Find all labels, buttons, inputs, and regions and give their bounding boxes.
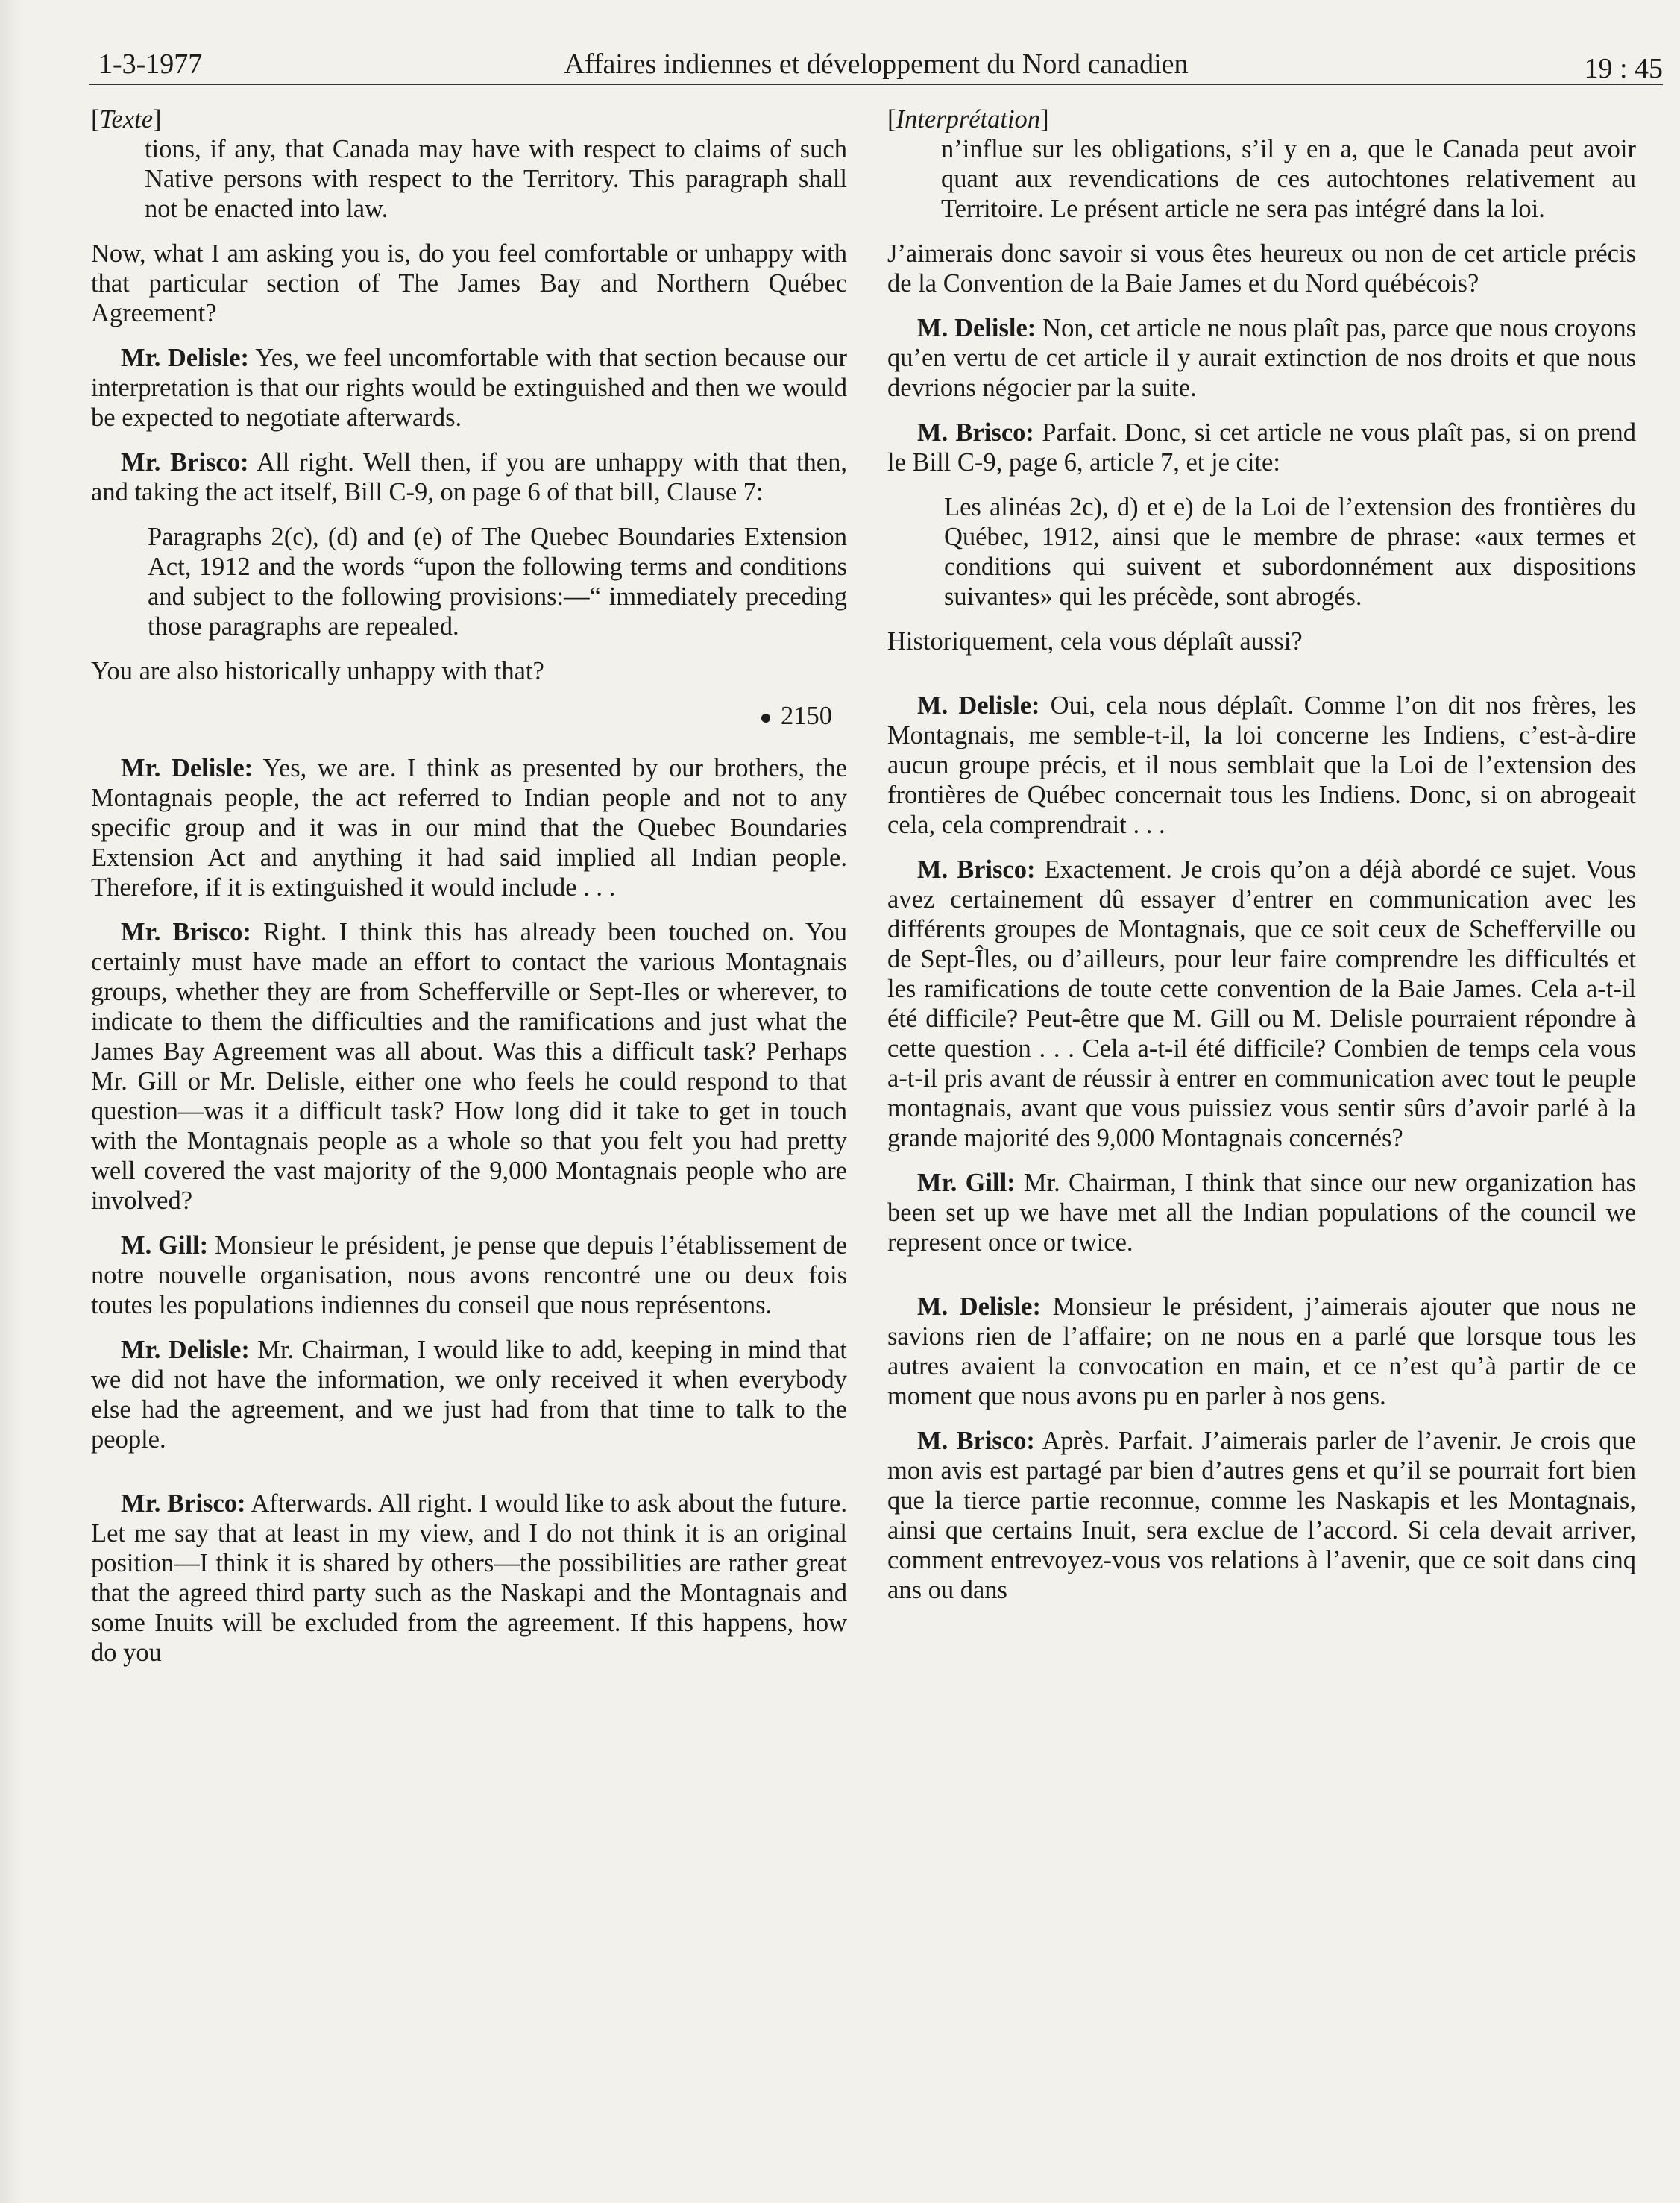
- paragraph: You are also historically unhappy with that?: [91, 657, 544, 685]
- speech: Mr. Delisle: Mr. Chairman, I would like to add, keeping in mind that we did not have the information, we only received it when everybody else had the agreement, and we just had from that time to talk to the people.: [91, 1336, 847, 1454]
- header-rule: [89, 84, 1663, 85]
- speech: M. Brisco: Exactement. Je crois qu’on a déjà abordé ce sujet. Vous avez certainement dû essayer d’entrer en communication avec les différents groupes de Montagnais, que ce soit ceux de Schefferville ou de Sept-Îles, ou d’ailleurs, pour leur faire comprendre les difficultés et les ramifications de toute cette convention de la Baie James. Cela a-t-il été difficile? Peut-être que M. Gill ou M. Delisle pourraient répondre à cette question . . . Cela a-t-il été difficile? Combien de temps cela vous a-t-il pris avant de réussir à entrer en communication avec tout le peuple montagnais, avant que vous puissiez vous sentir sûrs d’avoir parlé à la grande majorité des 9,000 Montagnais concernés?: [887, 855, 1636, 1152]
- speaker-name: Mr. Delisle:: [121, 344, 250, 372]
- page-header: [89, 45, 1663, 89]
- right-column: [887, 104, 1636, 1620]
- bullet-icon: [761, 714, 770, 723]
- section-label-interpretation: [Interprétation]: [887, 105, 1049, 133]
- block-quote: Les alinéas 2c), d) et e) de la Loi de l’extension des frontières du Québec, 1912, ainsi que le membre de phrase: «aux termes et conditions qui suivent et subordonnément aux dispositions suivantes» qui les précède, sont abrogés.: [944, 493, 1636, 611]
- speech: M. Brisco: Après. Parfait. J’aimerais parler de l’avenir. Je crois que mon avis est partagé par bien d’autres gens et qu’il se pourrait fort bien que la tierce partie reconnue, comme les Naskapis et les Montagnais, ainsi que certains Inuit, sera exclue de l’accord. Si cela devait arriver, comment entrevoyez-vous vos relations à l’avenir, que ce soit dans cinq ans ou dans: [887, 1427, 1637, 1604]
- paragraph: Now, what I am asking you is, do you feel comfortable or unhappy with that particular section of The James Bay and Northern Québec Agreement?: [91, 239, 847, 327]
- speaker-name: M. Delisle:: [917, 314, 1036, 342]
- speech: Mr. Brisco: Afterwards. All right. I would like to ask about the future. Let me say that at least in my view, and I do not think it is an original position—I think it is shared by others—the possibilities are rather great that the agreed third party such as the Naskapi and the Montagnais and some Inuits will be excluded from the agreement. If this happens, how do you: [91, 1489, 847, 1667]
- speech: Mr. Gill: Mr. Chairman, I think that since our new organization has been set up we have met all the Indian populations of the council we represent once or twice.: [887, 1169, 1636, 1257]
- page-edge-shadow: [0, 0, 22, 2203]
- speech: Mr. Brisco: Right. I think this has already been touched on. You certainly must have made an effort to contact the various Montagnais groups, whether they are from Schefferville or Sept-Iles or wherever, to indicate to them the difficulties and the ramifications and just what the James Bay Agreement was all about. Was this a difficult task? Perhaps Mr. Gill or Mr. Delisle, either one who feels he could respond to that question—was it a difficult task? How long did it take to get in touch with the Montagnais people as a whole so that you felt you had pretty well covered the vast majority of the 9,000 Montagnais people who are involved?: [91, 918, 847, 1215]
- paragraph: tions, if any, that Canada may have with respect to claims of such Native persons with respect to the Territory. This paragraph shall not be enacted into law.: [145, 135, 847, 223]
- speaker-name: M. Brisco:: [917, 1427, 1035, 1455]
- paragraph: J’aimerais donc savoir si vous êtes heureux ou non de cet article précis de la Convention de la Baie James et du Nord québécois?: [887, 239, 1636, 298]
- time-marker: 2150: [91, 701, 847, 731]
- speech: M. Delisle: Non, cet article ne nous plaît pas, parce que nous croyons qu’en vertu de cet article il y aurait extinction de nos droits et que nous devrions négocier par la suite.: [887, 314, 1636, 402]
- header-page-number: 19 : 45: [1584, 53, 1663, 84]
- speaker-name: M. Brisco:: [917, 418, 1034, 447]
- speaker-name: Mr. Brisco:: [121, 1489, 246, 1518]
- speaker-name: Mr. Brisco:: [121, 448, 249, 477]
- speech: M. Gill: Monsieur le président, je pense que depuis l’établissement de notre nouvelle organisation, nous avons rencontré une ou deux fois toutes les populations indiennes du conseil que nous représentons.: [91, 1231, 847, 1319]
- speaker-name: M. Delisle:: [917, 1292, 1041, 1321]
- speaker-name: M. Gill:: [121, 1231, 209, 1260]
- left-column: [91, 104, 847, 1682]
- speech: M. Brisco: Parfait. Donc, si cet article ne vous plaît pas, si on prend le Bill C-9, page 6, article 7, et je cite:: [887, 418, 1637, 477]
- speech: M. Delisle: Oui, cela nous déplaît. Comme l’on dit nos frères, les Montagnais, me semble-t-il, la loi concerne les Indiens, c’est-à-dire aucun groupe précis, et il nous semblait que la Loi de l’extension des frontières de Québec concernait tous les Indiens. Donc, si on abrogeait cela, cela comprendrait . . .: [887, 691, 1636, 839]
- speech: Mr. Delisle: Yes, we are. I think as presented by our brothers, the Montagnais people, the act referred to Indian people and not to any specific group and it was in our mind that the Quebec Boundaries Extension Act and anything it had said implied all Indian people. Therefore, if it is extinguished it would include . . .: [91, 754, 847, 902]
- section-label-texte: [Texte]: [91, 105, 162, 133]
- block-quote: Paragraphs 2(c), (d) and (e) of The Quebec Boundaries Extension Act, 1912 and the words “upon the following terms and conditions and subject to the following provisions:—“ immediately preceding those paragraphs are repealed.: [148, 523, 847, 641]
- speaker-name: Mr. Delisle:: [121, 1336, 250, 1364]
- header-title: Affaires indiennes et développement du Nord canadien: [564, 48, 1189, 80]
- speaker-name: M. Delisle:: [917, 691, 1040, 720]
- speech: Mr. Brisco: All right. Well then, if you are unhappy with that then, and taking the act itself, Bill C-9, on page 6 of that bill, Clause 7:: [91, 448, 847, 506]
- header-date: 1-3-1977: [98, 48, 203, 80]
- paragraph: n’influe sur les obligations, s’il y en a, que le Canada peut avoir quant aux revendications de ces autochtones relativement au Territoire. Le présent article ne sera pas intégré dans la loi.: [941, 135, 1636, 223]
- speaker-name: Mr. Delisle:: [121, 754, 254, 782]
- speaker-name: Mr. Gill:: [917, 1169, 1016, 1197]
- speaker-name: Mr. Brisco:: [121, 918, 251, 946]
- speech: M. Delisle: Monsieur le président, j’aimerais ajouter que nous ne savions rien de l’affaire; on ne nous en a parlé que lorsque tous les autres avaient la convocation en main, et ce n’est qu’à partir de ce moment que nous avons pu en parler à nos gens.: [887, 1292, 1636, 1410]
- speaker-name: M. Brisco:: [917, 855, 1036, 884]
- speech: Mr. Delisle: Yes, we feel uncomfortable with that section because our interpretation is that our rights would be extinguished and then we would be expected to negotiate afterwards.: [91, 344, 847, 432]
- paragraph: Historiquement, cela vous déplaît aussi?: [887, 627, 1303, 656]
